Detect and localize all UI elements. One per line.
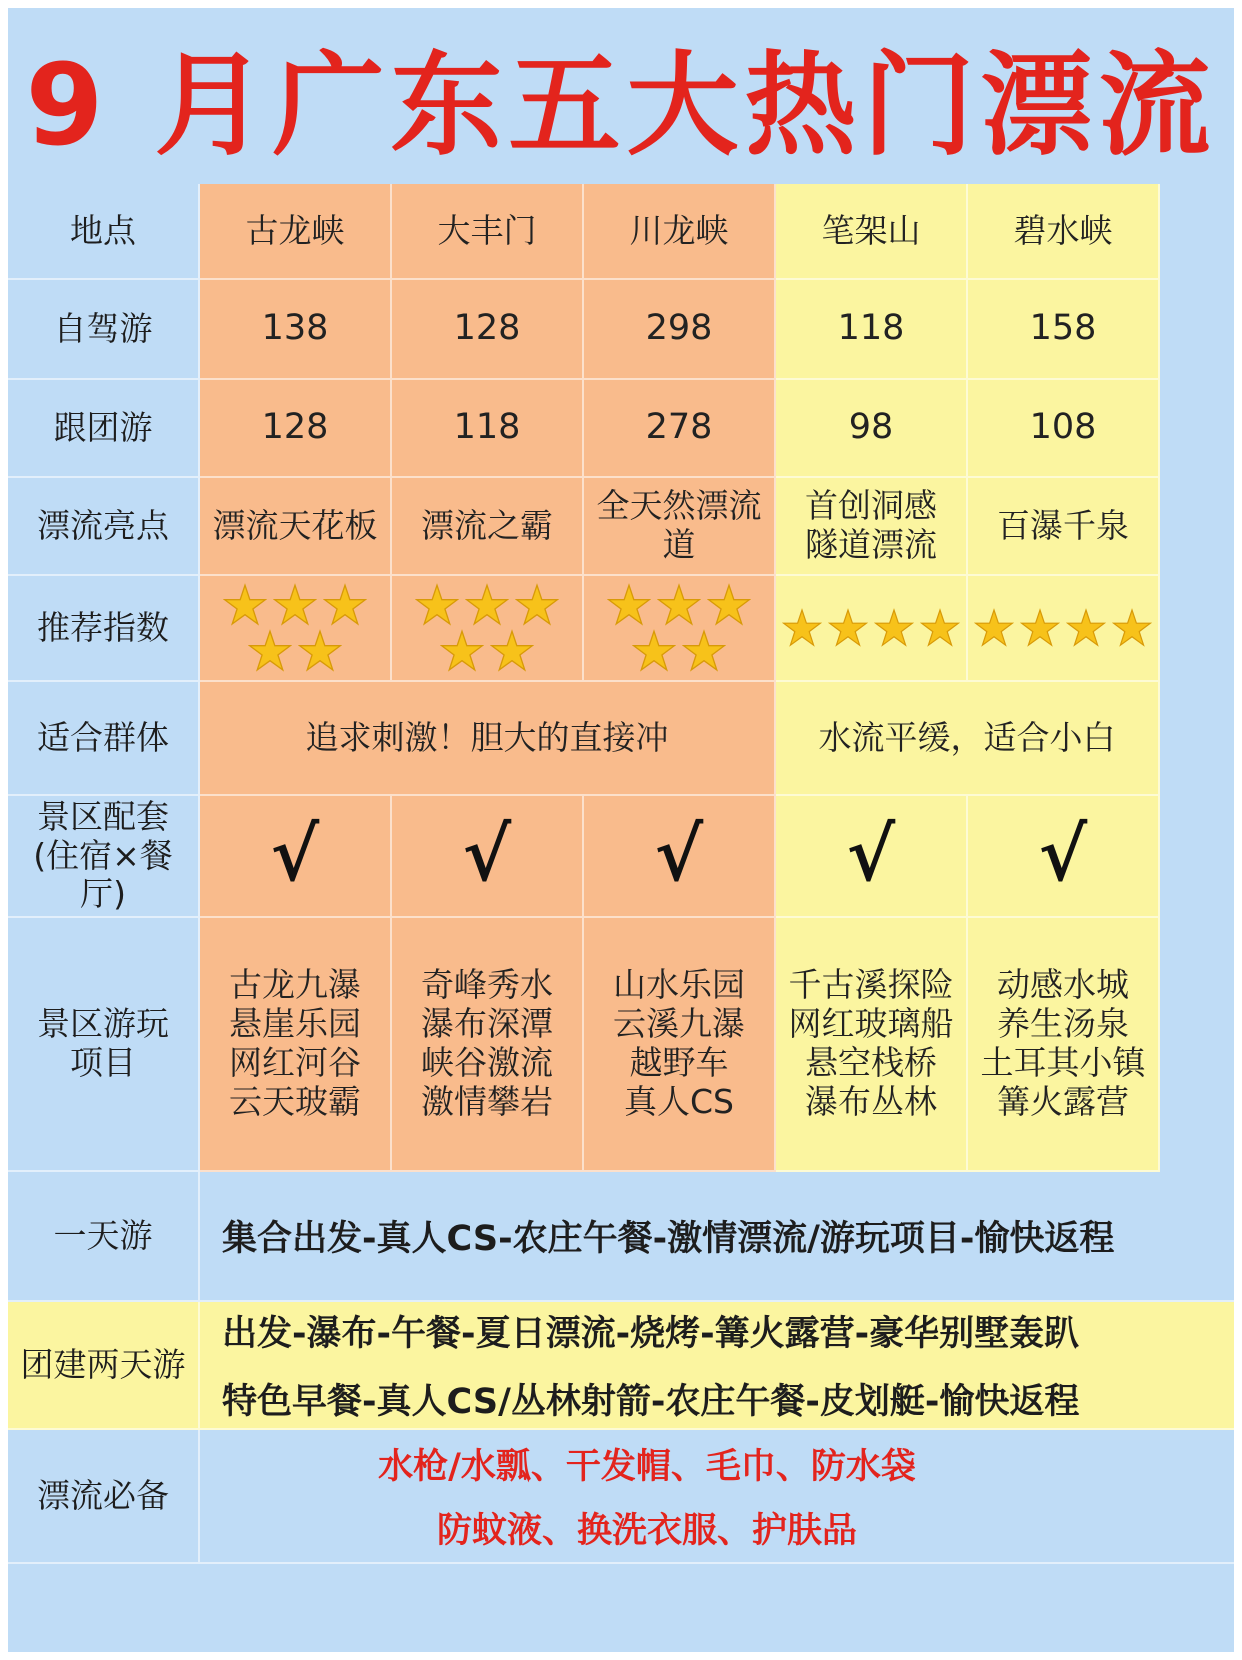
check-mark-icon: √ [776,796,968,918]
attraction-list [584,918,776,1172]
star-rating [392,576,584,682]
highlight-text: 百瀑千泉 [968,478,1160,576]
star-rating [200,576,392,682]
attraction-list [392,918,584,1172]
group-tour-price: 98 [776,380,968,478]
attraction-item: 奇峰秀水 [421,965,553,1005]
highlight-text [776,478,968,576]
highlight-line: 首创洞感 [805,486,937,526]
attraction-item: 篝火露营 [997,1081,1129,1121]
attraction-item: 千古溪探险 [788,965,954,1005]
spot-name: 川龙峡 [584,184,776,280]
check-mark-icon: √ [968,796,1160,918]
star-icon [657,583,701,627]
highlight-text: 漂流之霸 [392,478,584,576]
row-label-group-tour: 跟团游 [8,380,200,478]
one-day-itinerary [200,1172,1234,1302]
star-icon [682,629,726,673]
star-icon [632,629,676,673]
highlight-text [584,478,776,576]
spot-name: 古龙峡 [200,184,392,280]
star-rating [968,576,1160,682]
row-label-audience: 适合群体 [8,682,200,796]
attraction-item: 激情攀岩 [421,1081,553,1121]
attraction-item: 网红玻璃船 [788,1004,954,1044]
group-tour-price: 118 [392,380,584,478]
row-label-attractions [8,918,200,1172]
star-rating [584,576,776,682]
self-drive-price: 298 [584,280,776,380]
group-tour-price: 128 [200,380,392,478]
itinerary-line: 出发-瀑布-午餐-夏日漂流-烧烤-篝火露营-豪华别墅轰趴 [222,1314,1080,1354]
attraction-item: 网红河谷 [229,1043,361,1082]
essentials-line: 水枪/水瓢、干发帽、毛巾、防水袋 [378,1447,916,1487]
highlight-line: 隧道漂流 [805,525,937,564]
row-label-location: 地点 [8,184,200,280]
label-line: 景区游玩 [37,1004,169,1044]
attraction-item: 云溪九瀑 [613,1004,745,1044]
star-icon [248,629,292,673]
itinerary-line: 特色早餐-真人CS/丛林射箭-农庄午餐-皮划艇-愉快返程 [222,1382,1080,1422]
row-label-self-drive: 自驾游 [8,280,200,380]
star-icon [298,629,342,673]
attraction-item: 土耳其小镇 [980,1043,1146,1082]
star-icon [415,583,459,627]
row-label-team-two-day: 团建两天游 [8,1302,200,1430]
attraction-item: 峡谷激流 [421,1043,553,1082]
star-icon [323,583,367,627]
self-drive-price: 128 [392,280,584,380]
star-icon [273,583,317,627]
self-drive-price: 138 [200,280,392,380]
star-icon [1112,608,1152,648]
star-icon [1020,608,1060,648]
row-label-facilities [8,796,200,918]
star-icon [490,629,534,673]
highlight-line: 全天然漂流 [596,486,762,526]
audience-thrill: 追求刺激！胆大的直接冲 [200,682,776,796]
star-icon [782,608,822,648]
star-icon [874,608,914,648]
row-label-highlight: 漂流亮点 [8,478,200,576]
spot-name: 碧水峡 [968,184,1160,280]
row-label-essentials: 漂流必备 [8,1430,200,1564]
attraction-list [776,918,968,1172]
star-icon [707,583,751,627]
star-icon [1066,608,1106,648]
star-icon [828,608,868,648]
star-icon [920,608,960,648]
row-label-rating: 推荐指数 [8,576,200,682]
label-line: 项目 [70,1043,136,1082]
attraction-item: 养生汤泉 [997,1004,1129,1044]
attraction-item: 云天玻霸 [229,1081,361,1121]
attraction-item: 山水乐园 [613,965,745,1005]
attraction-list [200,918,392,1172]
page-title: 9 月广东五大热门漂流 [25,40,1217,171]
star-icon [223,583,267,627]
attraction-item: 瀑布丛林 [805,1081,937,1121]
highlight-line: 道 [662,525,696,564]
attraction-item: 古龙九瀑 [229,965,361,1005]
attraction-item: 悬崖乐园 [229,1004,361,1044]
star-icon [974,608,1014,648]
label-line: (住宿×餐 [33,835,173,875]
attraction-item: 瀑布深潭 [421,1004,553,1044]
attraction-item: 动感水城 [997,965,1129,1005]
attraction-item: 真人CS [624,1081,734,1121]
self-drive-price: 158 [968,280,1160,380]
star-icon [607,583,651,627]
star-icon [465,583,509,627]
attraction-item: 越野车 [629,1043,729,1082]
attraction-list [968,918,1160,1172]
spot-name: 笔架山 [776,184,968,280]
check-mark-icon: √ [584,796,776,918]
self-drive-price: 118 [776,280,968,380]
star-rating [776,576,968,682]
essentials-list [200,1430,1234,1564]
highlight-text: 漂流天花板 [200,478,392,576]
label-line: 景区配套 [37,796,169,836]
star-icon [515,583,559,627]
star-icon [440,629,484,673]
label-line: 厅) [80,874,126,914]
check-mark-icon: √ [392,796,584,918]
two-day-itinerary [200,1302,1234,1430]
attraction-item: 悬空栈桥 [805,1043,937,1082]
itinerary-line: 集合出发-真人CS-农庄午餐-激情漂流/游玩项目-愉快返程 [222,1219,1115,1259]
check-mark-icon: √ [200,796,392,918]
group-tour-price: 278 [584,380,776,478]
row-label-one-day: 一天游 [8,1172,200,1302]
group-tour-price: 108 [968,380,1160,478]
spot-name: 大丰门 [392,184,584,280]
audience-gentle: 水流平缓，适合小白 [776,682,1160,796]
essentials-line: 防蚊液、换洗衣服、护肤品 [436,1511,857,1551]
